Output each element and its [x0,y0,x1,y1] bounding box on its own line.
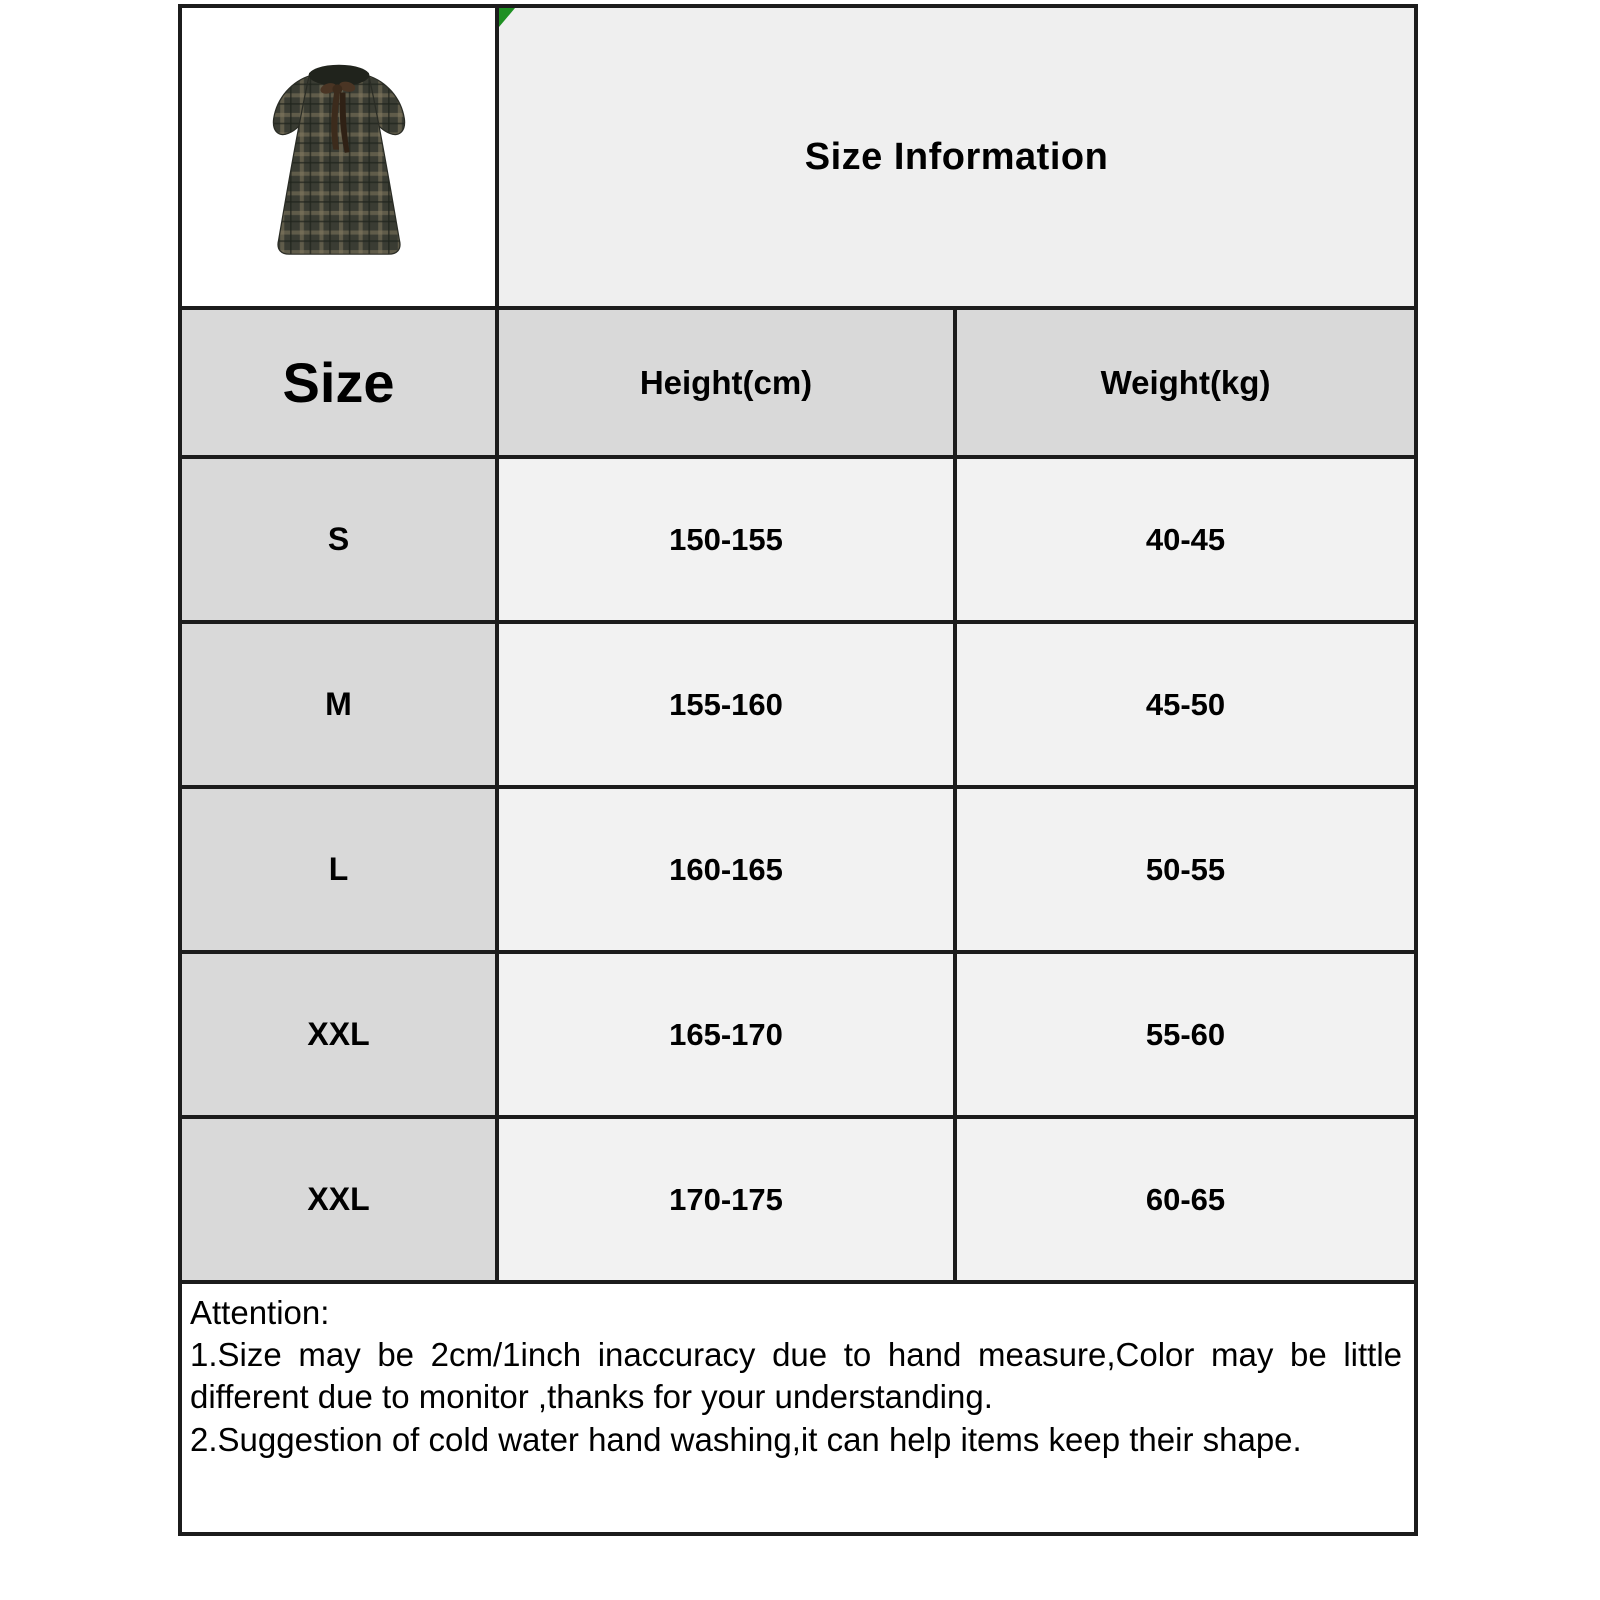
height-value: 165-170 [497,952,955,1117]
product-image-cell [180,6,497,308]
weight-value: 60-65 [955,1117,1416,1282]
height-value: 155-160 [497,622,955,787]
column-header-weight: Weight(kg) [955,308,1416,457]
table-row [180,1117,1416,1282]
column-header-size: Size [180,308,497,457]
size-label: XXL [180,1117,497,1282]
attention-note-1: 1.Size may be 2cm/1inch inaccuracy due to hand measure,Color may be little different due to monitor ,thanks for your understanding. [190,1336,1403,1416]
height-value: 170-175 [497,1117,955,1282]
weight-value: 40-45 [955,457,1416,622]
product-image [182,31,495,283]
weight-value: 50-55 [955,787,1416,952]
column-header-height: Height(cm) [497,308,955,457]
title-cell [497,6,1416,308]
size-chart-table [178,4,1418,1536]
table-row [180,952,1416,1117]
weight-value: 45-50 [955,622,1416,787]
size-label: M [180,622,497,787]
page-title: Size Information [804,135,1109,178]
size-label: XXL [180,952,497,1117]
weight-value: 55-60 [955,952,1416,1117]
height-value: 160-165 [497,787,955,952]
table-row [180,622,1416,787]
height-value: 150-155 [497,457,955,622]
table-row [180,457,1416,622]
attention-cell [180,1282,1416,1534]
size-label: L [180,787,497,952]
attention-heading: Attention: [190,1294,330,1331]
table-row [180,787,1416,952]
comment-marker-icon [499,8,515,27]
plaid-dress-image [241,31,437,283]
size-label: S [180,457,497,622]
attention-note-2: 2.Suggestion of cold water hand washing,it can help items keep their shape. [190,1420,1302,1458]
